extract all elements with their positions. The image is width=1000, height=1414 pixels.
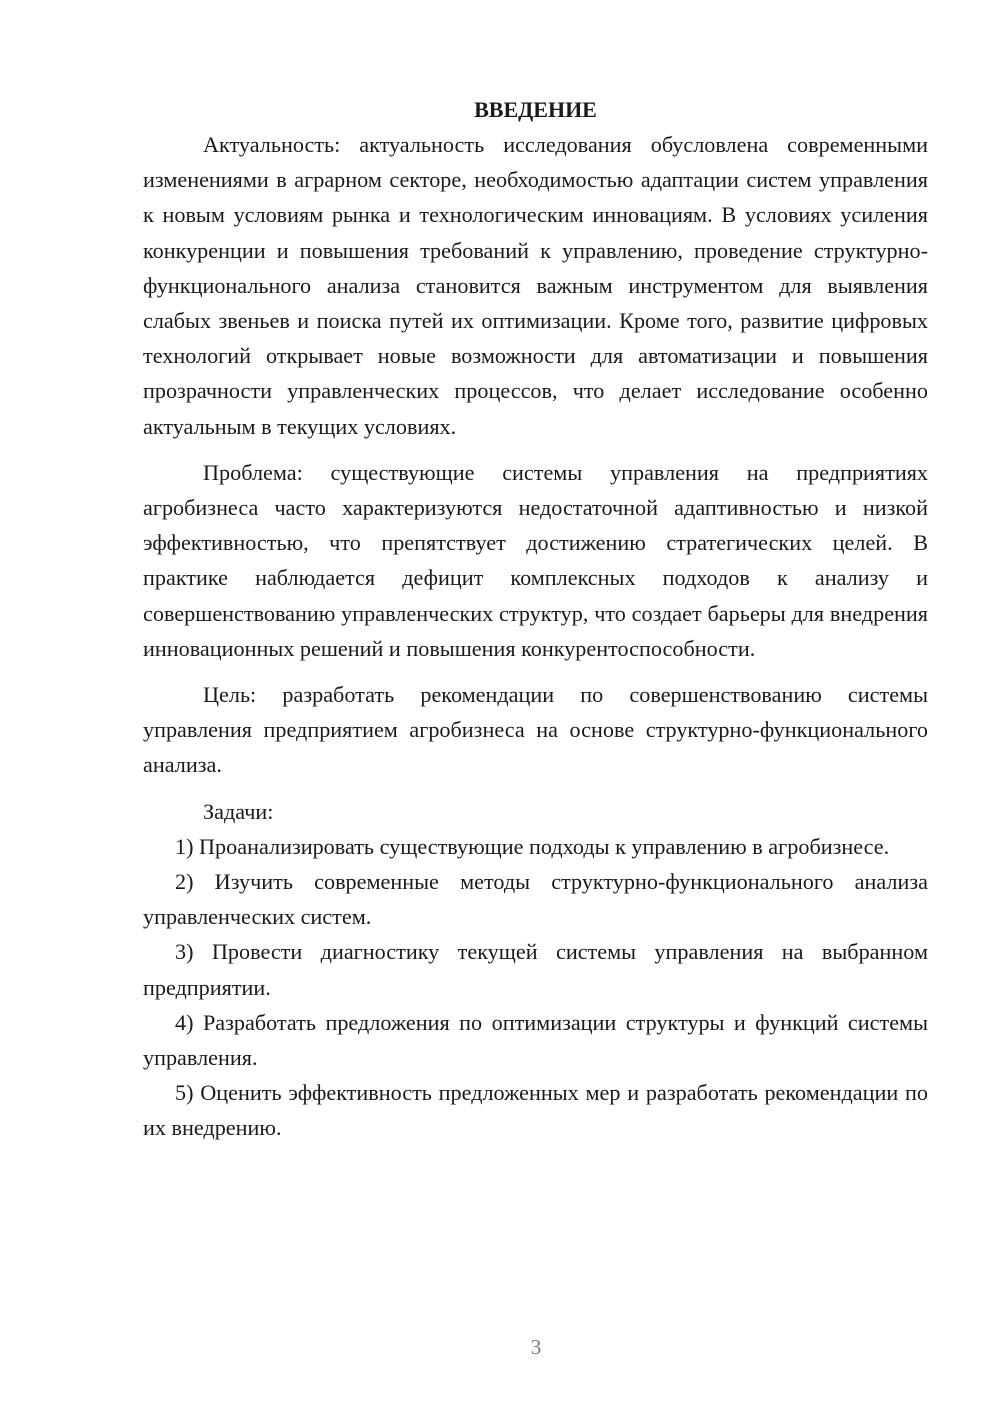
task-item: 3) Провести диагностику текущей системы управления на выбранном предприятии. [143,939,928,1000]
task-item: 5) Оценить эффективность предложенных мер и разработать рекомендации по их внедрению. [143,1080,928,1141]
relevance-paragraph: Актуальность: актуальность исследования обусловлена современными изменениями в аграрном секторе, необходимостью адаптации систем управления к новым условиям рынка и технологическим инновациям. В условиях усиления конкуренции и повышения требований к управлению, проведение структурно-функционального анализа становится важным инструментом для выявления слабых звеньев и поиска путей их оптимизации. Кроме того, развитие цифровых технологий открывает новые возможности для автоматизации и повышения прозрачности управленческих процессов, что делает исследование особенно актуальным в текущих условиях. [143,132,928,439]
task-item: 1) Проанализировать существующие подходы к управлению в агробизнесе. [175,833,890,859]
task-item: 4) Разработать предложения по оптимизации структуры и функций системы управления. [143,1009,928,1071]
tasks-label: Задачи: [203,798,274,824]
goal-paragraph: Цель: разработать рекомендации по совершенствованию системы управления предприятием агробизнеса на основе структурно-функционального анализа. [143,682,928,778]
task-item: 2) Изучить современные методы структурно-функционального анализа управленческих систем. [143,869,928,930]
problem-paragraph: Проблема: существующие системы управления на предприятиях агробизнеса часто характеризуются недостаточной адаптивностью и низкой эффективностью, что препятствует достижению стратегических целей. В практике наблюдается дефицит комплексных подходов к анализу и совершенствованию управленческих структур, что создает барьеры для внедрения инновационных решений и повышения конкурентоспособности. [143,459,928,661]
page-title: ВВЕДЕНИЕ [474,97,597,122]
page-number: 3 [530,1335,542,1359]
task-list [143,829,928,1146]
document-page [143,92,928,1146]
